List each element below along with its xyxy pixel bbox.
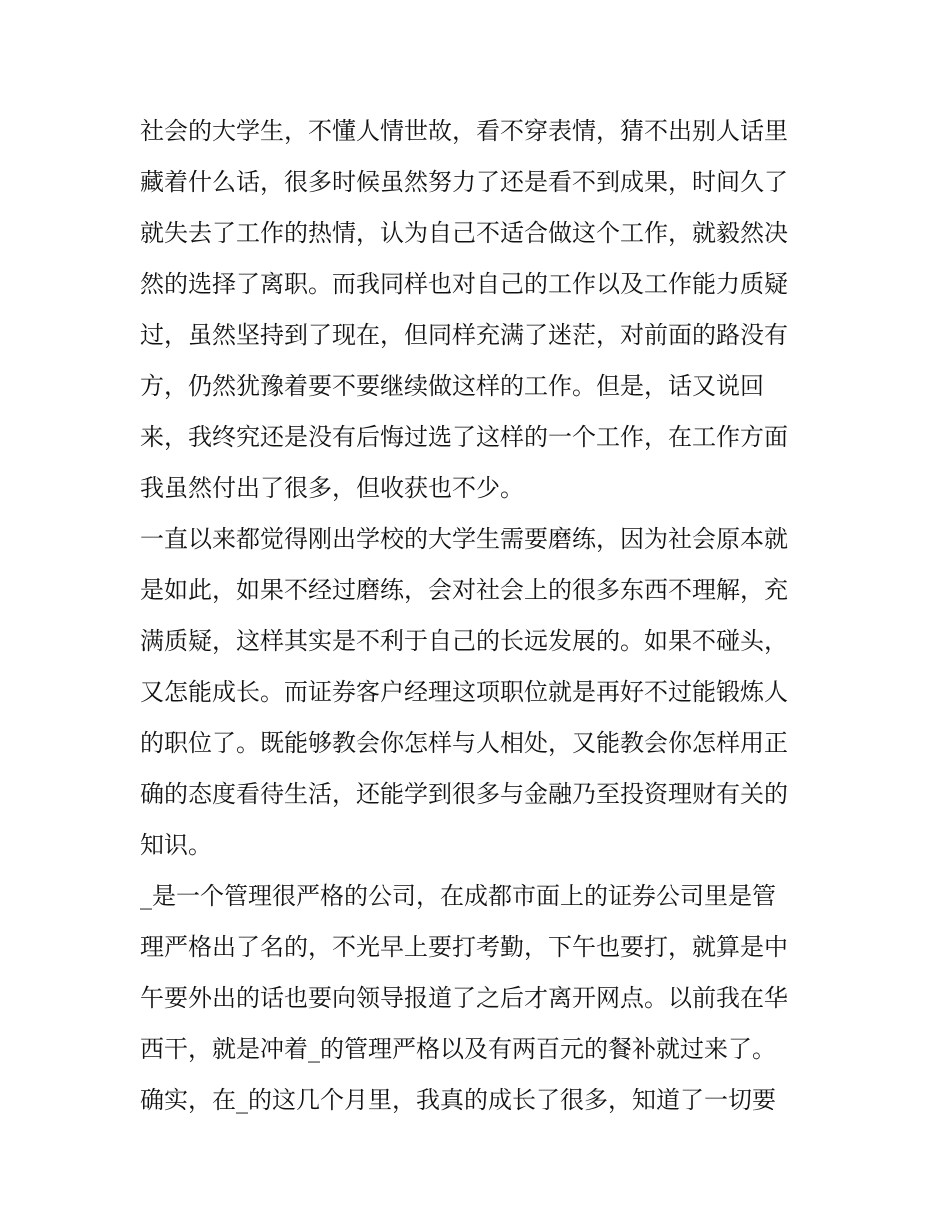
- text-line: 是如此，如果不经过磨练，会对社会上的很多东西不理解，充: [140, 576, 788, 604]
- text-line: 然的选择了离职。而我同样也对自己的工作以及工作能力质疑: [140, 270, 788, 298]
- text-line: 藏着什么话，很多时候虽然努力了还是看不到成果，时间久了: [140, 168, 788, 196]
- text-line: 来，我终究还是没有后悔过选了这样的一个工作，在工作方面: [140, 423, 788, 451]
- text-line: 就失去了工作的热情，认为自己不适合做这个工作，就毅然决: [140, 219, 788, 247]
- text-line: 方，仍然犹豫着要不要继续做这样的工作。但是，话又说回: [140, 372, 764, 400]
- body-text: [140, 106, 820, 1126]
- text-line: 确的态度看待生活，还能学到很多与金融乃至投资理财有关的: [140, 780, 788, 808]
- text-line: 知识。: [140, 831, 212, 859]
- text-line: 又怎能成长。而证券客户经理这项职位就是再好不过能锻炼人: [140, 678, 788, 706]
- text-line: 午要外出的话也要向领导报道了之后才离开网点。以前我在华: [140, 984, 788, 1012]
- text-line: 我虽然付出了很多，但收获也不少。: [140, 474, 524, 502]
- text-line: 社会的大学生，不懂人情世故，看不穿表情，猜不出别人话里: [140, 117, 788, 145]
- text-line: _是一个管理很严格的公司，在成都市面上的证券公司里是管: [140, 882, 776, 910]
- text-line: 过，虽然坚持到了现在，但同样充满了迷茫，对前面的路没有: [140, 321, 788, 349]
- text-line: 西干，就是冲着_的管理严格以及有两百元的餐补就过来了。: [140, 1035, 776, 1063]
- text-line: 确实，在_的这几个月里，我真的成长了很多，知道了一切要: [140, 1086, 776, 1114]
- text-line: 满质疑，这样其实是不利于自己的长远发展的。如果不碰头，: [140, 627, 788, 655]
- text-line: 的职位了。既能够教会你怎样与人相处，又能教会你怎样用正: [140, 729, 788, 757]
- text-line: 理严格出了名的，不光早上要打考勤，下午也要打，就算是中: [140, 933, 788, 961]
- text-line: 一直以来都觉得刚出学校的大学生需要磨练，因为社会原本就: [140, 525, 788, 553]
